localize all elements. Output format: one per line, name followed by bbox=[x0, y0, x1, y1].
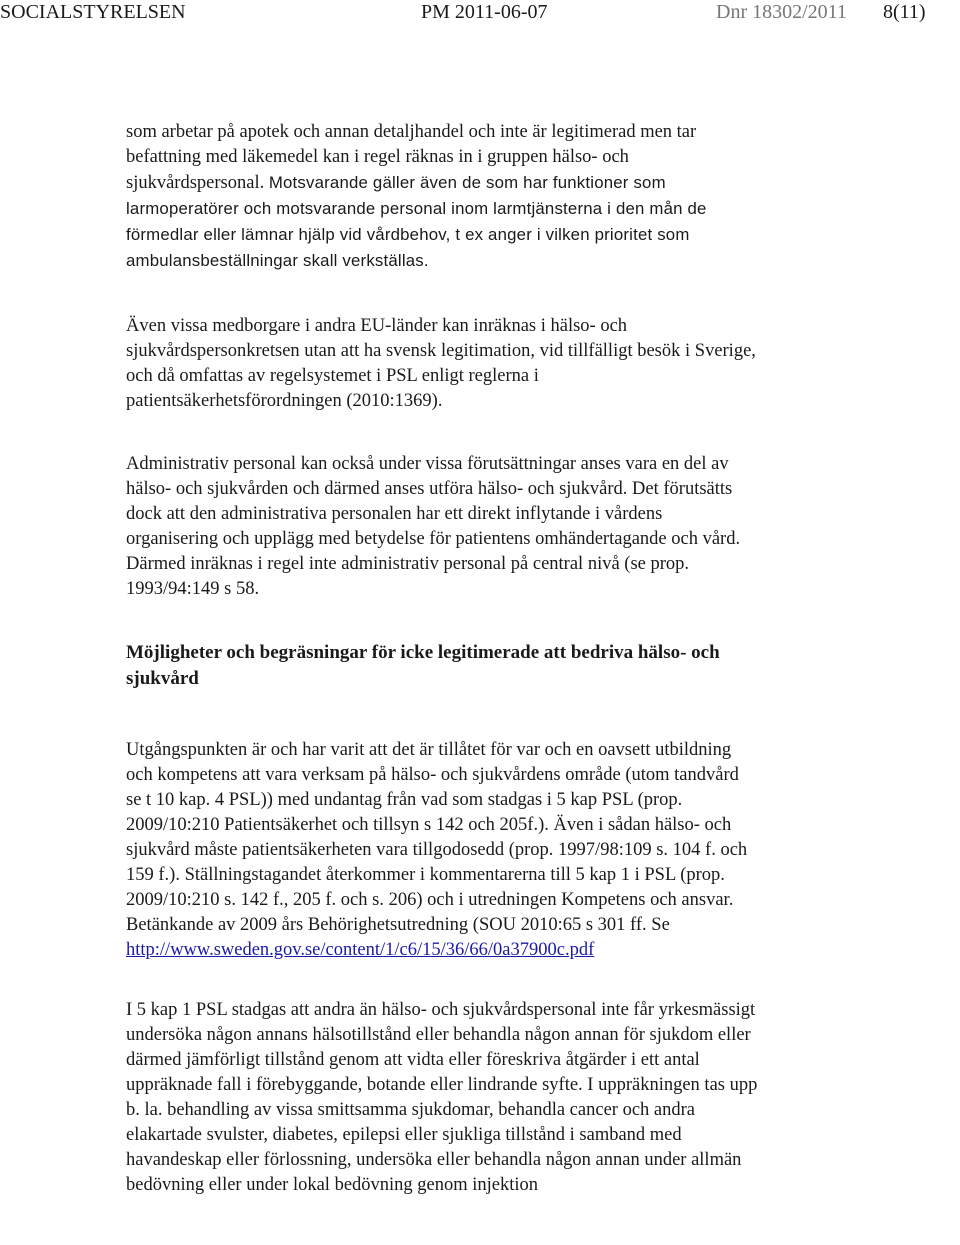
paragraph-eu-citizens: Även vissa medborgare i andra EU-länder kan inräknas i hälso- och sjukvårdspersonkretsen utan att ha svensk legitimation, vid tillfälligt besök i Sverige, och då omfattas av regelsystemet i PSL enligt reglerna i patientsäkerhetsförordningen (2010:1369). bbox=[126, 316, 756, 411]
paragraph-starting-point bbox=[126, 738, 758, 963]
document-date: PM 2011-06-07 bbox=[421, 1, 548, 23]
section-heading: Möjligheter och begräsningar för icke legitimerade att bedriva hälso- och sjukvård bbox=[126, 642, 720, 689]
paragraph-starting-point-text: Utgångspunkten är och har varit att det är tillåtet för var och en oavsett utbildning och kompetens att vara verksam på hälso- och sjukvårdens område (utom tandvård se t 10 kap. 4 PSL)) med undantag från vad som stadgas i 5 kap PSL (prop. 2009/10:210 Patientsäkerhet och tillsyn s 142 och 205f.). Även i sådan hälso- och sjukvård måste patientsäkerheten vara tillgodosedd (prop. 1997/98:109 s. 104 f. och 159 f.). Ställningstagandet återkommer i kommentarerna till 5 kap 1 i PSL (prop. 2009/10:210 s. 142 f., 205 f. och s. 206) och i utredningen Kompetens och ansvar. Betänkande av 2009 års Behörighetsutredning (SOU 2010:65 s 301 ff. Se bbox=[126, 740, 748, 935]
paragraph-personnel-rest: Motsvarande gäller även de som har funktioner som larmoperatörer och motsvarande personal inom larmtjänsterna i den mån de förmedlar eller lämnar hjälp vid vårdbehov, t ex anger i vilken prioritet som ambulansbeställningar skall verkställas. bbox=[126, 173, 707, 270]
page-header bbox=[0, 0, 960, 26]
registration-number: Dnr 18302/2011 bbox=[716, 1, 847, 23]
government-document-link[interactable]: http://www.sweden.gov.se/content/1/c6/15/36/66/0a37900c.pdf bbox=[126, 940, 595, 960]
paragraph-restrictions: I 5 kap 1 PSL stadgas att andra än hälso- och sjukvårdspersonal inte får yrkesmässigt undersöka någon annans hälsotillstånd eller behandla någon annan för sjukdom eller därmed jämförligt tillstånd genom att vidta eller föreskriva åtgärder i ett antal uppräknade fall i förebyggande, botande eller lindrande syfte. I uppräkningen tas upp b. la. behandling av vissa smittsamma sjukdomar, behandla cancer och andra elakartade svulster, diabetes, epilepsi eller sjukliga tillstånd i samband med havandeskap eller förlossning, undersöka eller behandla någon annan under allmän bedövning eller under lokal bedövning genom injektion bbox=[126, 1000, 758, 1195]
page-number: 8(11) bbox=[883, 1, 926, 23]
document-body bbox=[126, 120, 758, 1198]
paragraph-personnel-lead: som arbetar på apotek och annan detaljhandel och inte är legitimerad men tar befattning med läkemedel kan i regel räknas in i gruppen hälso- och sjukvårdspersonal. bbox=[126, 122, 697, 193]
organization-name: SOCIALSTYRELSEN bbox=[0, 1, 186, 23]
paragraph-personnel bbox=[126, 120, 758, 274]
paragraph-administrative: Administrativ personal kan också under vissa förutsättningar anses vara en del av hälso- och sjukvården och därmed anses utföra hälso- och sjukvård. Det förutsätts dock att den administrativa personalen har ett direkt inflytande i vårdens organisering och upplägg med betydelse för patientens omhändertagande och vård. Därmed inräknas i regel inte administrativ personal på central nivå (se prop. 1993/94:149 s 58. bbox=[126, 454, 741, 599]
